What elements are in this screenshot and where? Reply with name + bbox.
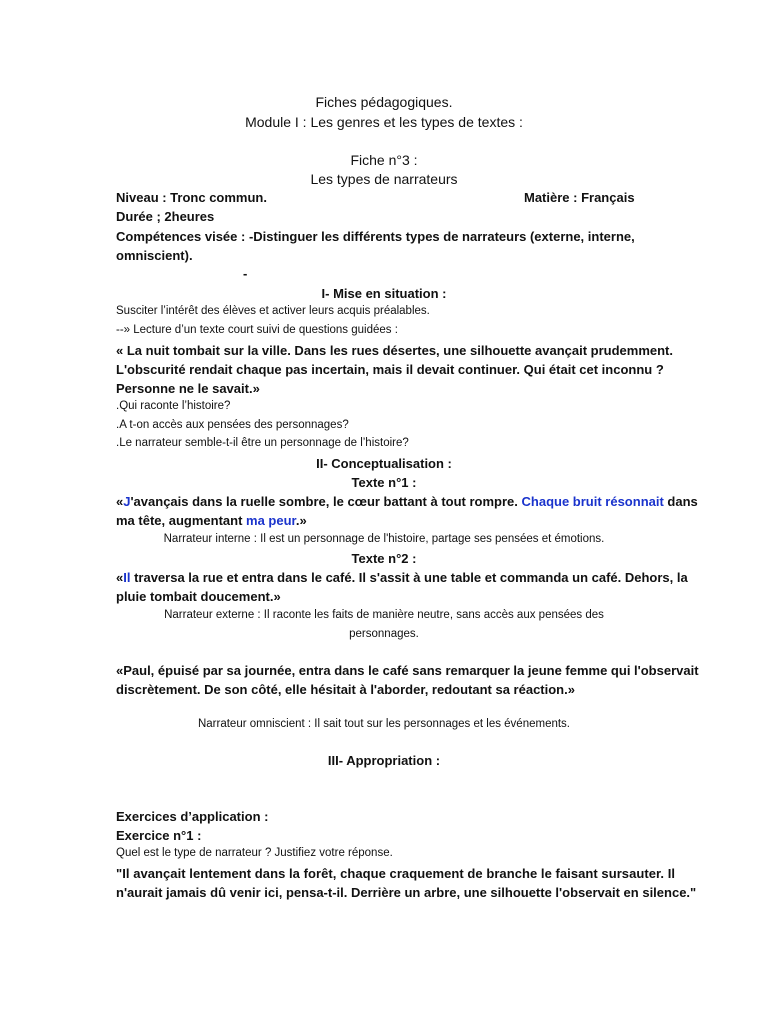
- texte-1-note: Narrateur interne : Il est un personnage de l'histoire, partage ses pensées et émotions.: [163, 533, 605, 545]
- texte-1-title: Texte n°1 :: [351, 475, 417, 490]
- duree-line: Durée ; 2heures: [116, 209, 215, 224]
- texte-1-line-1: [116, 494, 698, 509]
- texte-1-line-2: [116, 513, 652, 528]
- texte-1-fragment: dans: [663, 494, 698, 509]
- texte-3-line-1: «Paul, épuisé par sa journée, entra dans le café sans remarquer la jeune femme qui l'observait: [116, 663, 699, 678]
- highlight-phrase: Chaque bruit résonnait: [521, 494, 664, 509]
- exercices-heading: Exercices d’application :: [116, 809, 269, 824]
- matiere-text: Matière : Français: [524, 190, 635, 205]
- exercice-1-heading: Exercice n°1 :: [116, 828, 202, 843]
- quote-mark: .»: [295, 513, 307, 528]
- question-1: .Qui raconte l’histoire?: [116, 400, 231, 412]
- texte-2-note-2: personnages.: [349, 628, 419, 640]
- texte-1-fragment: ma tête, augmentant: [116, 513, 247, 528]
- exercice-question: Quel est le type de narrateur ? Justifiez votre réponse.: [116, 847, 393, 859]
- texte-2-line-2: pluie tombait doucement.»: [116, 589, 281, 604]
- niveau-line: [116, 190, 652, 205]
- intro-text: Susciter l’intérêt des élèves et activer leurs acquis préalables.: [116, 305, 430, 317]
- lecture-text: --» Lecture d’un texte court suivi de questions guidées :: [116, 324, 398, 336]
- highlight-phrase: ma peur: [246, 513, 296, 528]
- quote-line-2: L'obscurité rendait chaque pas incertain, mais il devait continuer. Qui était cet inconnu ?: [116, 362, 664, 377]
- module-title: Module I : Les genres et les types de textes :: [245, 114, 523, 130]
- quote-mark: «: [116, 570, 124, 585]
- dash-mark: -: [243, 266, 248, 281]
- texte-2-note-1: Narrateur externe : Il raconte les faits de manière neutre, sans accès aux pensées des: [164, 609, 604, 621]
- niveau-text: Niveau : Tronc commun.: [116, 190, 267, 205]
- quote-line-1: « La nuit tombait sur la ville. Dans les rues désertes, une silhouette avançait prudemment.: [116, 343, 674, 358]
- section-1-title: I- Mise en situation :: [321, 286, 447, 301]
- question-2: .A t-on accès aux pensées des personnages?: [116, 419, 349, 431]
- fiche-subject: Les types de narrateurs: [310, 171, 458, 187]
- fiche-number: Fiche n°3 :: [350, 152, 418, 168]
- texte-1-fragment: 'avançais dans la ruelle sombre, le cœur battant à tout rompre.: [130, 494, 522, 509]
- section-3-title: III- Appropriation :: [327, 753, 441, 768]
- quote-line-3: Personne ne le savait.»: [116, 381, 260, 396]
- highlight-pronoun: J: [123, 494, 131, 509]
- highlight-pronoun: Il: [123, 570, 131, 585]
- exercice-text-line-2: n'aurait jamais dû venir ici, pensa-t-il. Derrière un arbre, une silhouette l'observait en silence.": [116, 885, 697, 900]
- texte-3-line-2: discrètement. De son côté, elle hésitait à l'aborder, redoutant sa réaction.»: [116, 682, 575, 697]
- texte-2-line-1: [116, 570, 688, 585]
- competences-line-2: omniscient).: [116, 248, 193, 263]
- texte-2-title: Texte n°2 :: [351, 551, 417, 566]
- texte-3-note: Narrateur omniscient : Il sait tout sur les personnages et les événements.: [197, 718, 570, 730]
- section-2-title: II- Conceptualisation :: [316, 456, 452, 471]
- document-title: Fiches pédagogiques.: [315, 94, 453, 110]
- texte-2-fragment: traversa la rue et entra dans le café. Il s'assit à une table et commanda un café. Dehors, la: [130, 570, 688, 585]
- competences-line-1: Compétences visée : -Distinguer les différents types de narrateurs (externe, interne,: [116, 229, 635, 244]
- quote-mark: «: [116, 494, 124, 509]
- exercice-text-line-1: "Il avançait lentement dans la forêt, chaque craquement de branche le faisant sursauter. Il: [116, 866, 676, 881]
- question-3: .Le narrateur semble-t-il être un personnage de l’histoire?: [116, 437, 409, 449]
